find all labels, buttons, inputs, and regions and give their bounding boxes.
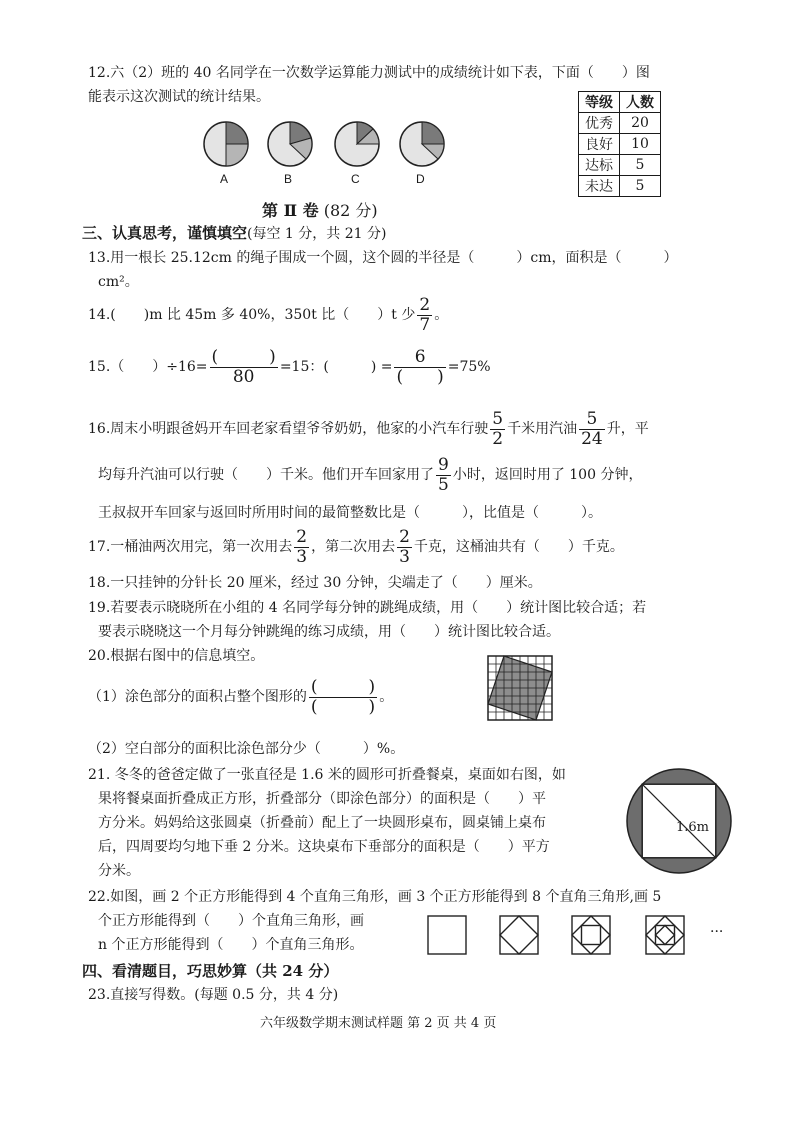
q19-line2: 要表示晓晓这一个月每分钟跳绳的练习成绩，用（ ）统计图比较合适。 bbox=[98, 624, 560, 640]
q15 bbox=[88, 348, 491, 386]
q16-fraction-fuel bbox=[579, 410, 605, 448]
q20-title: 20.根据右图中的信息填空。 bbox=[88, 648, 265, 664]
q21-line5: 分米。 bbox=[98, 863, 140, 879]
nested-squares-4 bbox=[646, 916, 684, 954]
q13-line1: 13.用一根长 25.12cm 的绳子围成一个圆，这个圆的半径是（ ）cm，面积是（ ） bbox=[88, 250, 678, 266]
q16-line1 bbox=[88, 410, 649, 448]
fraction-numerator: 9 bbox=[438, 455, 449, 475]
pie-option-c bbox=[335, 122, 379, 166]
table-cell: 10 bbox=[620, 134, 661, 155]
q21-line1: 21. 冬冬的爸爸定做了一张直径是 1.6 米的圆形可折叠餐桌，桌面如右图，如 bbox=[88, 767, 566, 783]
fraction-denominator: 5 bbox=[438, 474, 449, 495]
table-cell: 优秀 bbox=[579, 113, 620, 134]
pie-option-b bbox=[268, 122, 312, 166]
pattern-ellipsis: ··· bbox=[710, 924, 724, 940]
q20-part2: （2）空白部分的面积比涂色部分少（ ）%。 bbox=[88, 741, 405, 757]
q15-end: =75% bbox=[447, 359, 491, 376]
part2-heading bbox=[262, 198, 378, 221]
q15-fraction-2 bbox=[394, 348, 445, 386]
diameter-label: 1.6m bbox=[676, 820, 710, 835]
q14-end: 。 bbox=[434, 307, 449, 324]
q15-text: 15.（ ）÷16= bbox=[88, 359, 208, 376]
fraction-numerator: ( ) bbox=[310, 677, 376, 697]
q19-line1: 19.若要表示晓晓所在小组的 4 名同学每分钟的跳绳成绩，用（ ）统计图比较合适；若 bbox=[88, 600, 647, 616]
fraction-numerator: 5 bbox=[492, 409, 504, 429]
table-cell: 未达 bbox=[579, 176, 620, 197]
section3-heading bbox=[82, 222, 386, 243]
q20-fraction bbox=[309, 678, 377, 716]
q16-line2 bbox=[98, 456, 642, 494]
q21-line4: 后，四周要均匀地下垂 2 分米。这块桌布下垂部分的面积是（ ）平方 bbox=[98, 839, 550, 855]
q23: 23.直接写得数。(每题 0.5 分，共 4 分) bbox=[88, 987, 339, 1003]
q16-line3: 王叔叔开车回家与返回时所用时间的最简整数比是（ ），比值是（ ）。 bbox=[98, 505, 602, 521]
pie-options-figure bbox=[0, 100, 794, 300]
fraction-numerator: 6 bbox=[394, 348, 445, 368]
part2-score: (82 分) bbox=[323, 201, 378, 220]
fraction-denominator: 80 bbox=[232, 366, 255, 387]
q12-line1: 12.六（2）班的 40 名同学在一次数学运算能力测试中的成绩统计如下表，下面（ ）图 bbox=[88, 65, 650, 81]
q22-line2: 个正方形能得到（ ）个直角三角形，画 bbox=[98, 913, 364, 929]
nested-squares-2 bbox=[500, 916, 538, 954]
q21-line3: 方分米。妈妈给这张圆桌（折叠前）配上了一块圆形桌布，圆桌铺上桌布 bbox=[98, 815, 546, 831]
part2-title: 第 Ⅱ 卷 bbox=[262, 201, 319, 220]
q13-line2: cm²。 bbox=[98, 274, 139, 290]
table-header-cell: 等级 bbox=[579, 92, 620, 113]
q12-line2: 能表示这次测试的统计结果。 bbox=[88, 89, 270, 105]
table-cell: 达标 bbox=[579, 155, 620, 176]
table-cell: 20 bbox=[620, 113, 661, 134]
q20-part1 bbox=[88, 678, 393, 716]
fraction-numerator: 2 bbox=[419, 295, 431, 315]
fraction-denominator: ( ) bbox=[396, 366, 444, 387]
section4-title: 四、看清题目，巧思妙算（共 24 分） bbox=[82, 962, 339, 980]
q16-text: 升，平 bbox=[606, 421, 649, 438]
q17-text: 千克，这桶油共有（ ）千克。 bbox=[413, 539, 624, 556]
option-label-d: D bbox=[416, 172, 425, 186]
q21-line2: 果将餐桌面折叠成正方形，折叠部分（即涂色部分）的面积是（ ）平 bbox=[98, 791, 546, 807]
nested-squares-3 bbox=[572, 916, 610, 954]
fraction-denominator: 24 bbox=[581, 428, 603, 449]
q16-text: 千米用汽油 bbox=[507, 421, 578, 438]
q18: 18.一只挂钟的分针长 20 厘米，经过 30 分钟，尖端走了（ ）厘米。 bbox=[88, 575, 542, 591]
q14 bbox=[88, 296, 448, 334]
nested-squares-figure bbox=[424, 912, 724, 958]
nested-squares-1 bbox=[428, 916, 466, 954]
q14-text: 14.( )m 比 45m 多 40%，350t 比（ ）t 少 bbox=[88, 307, 416, 324]
q20-part1-end: 。 bbox=[379, 689, 394, 706]
table-cell: 5 bbox=[620, 176, 661, 197]
q16-text: 16.周末小明跟爸妈开车回老家看望爷爷奶奶，他家的小汽车行驶 bbox=[88, 421, 489, 438]
q16-text: 均每升汽油可以行驶（ ）千米。他们开车回家用了 bbox=[98, 467, 434, 484]
q15-middle: =15：( ) = bbox=[279, 359, 393, 376]
page-footer: 六年级数学期末测试样题 第 2 页 共 4 页 bbox=[260, 1016, 497, 1031]
table-header-cell: 人数 bbox=[620, 92, 661, 113]
q17-text: 17.一桶油两次用完，第一次用去 bbox=[88, 539, 293, 556]
q20-part1-text: （1）涂色部分的面积占整个图形的 bbox=[88, 689, 307, 706]
q16-fraction-distance bbox=[490, 410, 505, 448]
q22-line1: 22.如图，画 2 个正方形能得到 4 个直角三角形，画 3 个正方形能得到 8 个直角三角形,画 5 bbox=[88, 889, 662, 905]
q22-line3: n 个正方形能得到（ ）个直角三角形。 bbox=[98, 937, 364, 953]
q17 bbox=[88, 528, 624, 566]
fraction-numerator: ( ) bbox=[211, 347, 276, 367]
fraction-numerator: 5 bbox=[579, 410, 605, 430]
fraction-numerator: 2 bbox=[296, 527, 308, 547]
fraction-denominator: ( ) bbox=[310, 696, 376, 717]
q14-fraction bbox=[417, 296, 432, 334]
table-cell: 良好 bbox=[579, 134, 620, 155]
fraction-denominator: 7 bbox=[419, 314, 431, 335]
option-label-b: B bbox=[284, 172, 293, 186]
section3-title: 三、认真思考，谨慎填空 bbox=[82, 224, 248, 242]
q16-text: 小时，返回时用了 100 分钟， bbox=[452, 467, 643, 484]
option-label-a: A bbox=[220, 172, 229, 186]
q17-text: ，第二次用去 bbox=[311, 539, 396, 556]
q17-fraction-2 bbox=[397, 528, 412, 566]
q17-fraction-1 bbox=[294, 528, 309, 566]
table-cell: 5 bbox=[620, 155, 661, 176]
section3-note: (每空 1 分，共 21 分) bbox=[247, 226, 387, 242]
pie-option-a bbox=[204, 122, 248, 166]
grid-square-figure bbox=[488, 656, 552, 720]
q15-fraction-1 bbox=[210, 348, 278, 386]
fraction-denominator: 2 bbox=[492, 428, 504, 449]
fraction-numerator: 2 bbox=[399, 527, 410, 547]
fraction-denominator: 3 bbox=[399, 546, 410, 567]
fraction-denominator: 3 bbox=[296, 546, 308, 567]
pie-option-d bbox=[400, 122, 444, 166]
q16-fraction-time bbox=[436, 456, 451, 494]
option-label-c: C bbox=[351, 172, 360, 186]
